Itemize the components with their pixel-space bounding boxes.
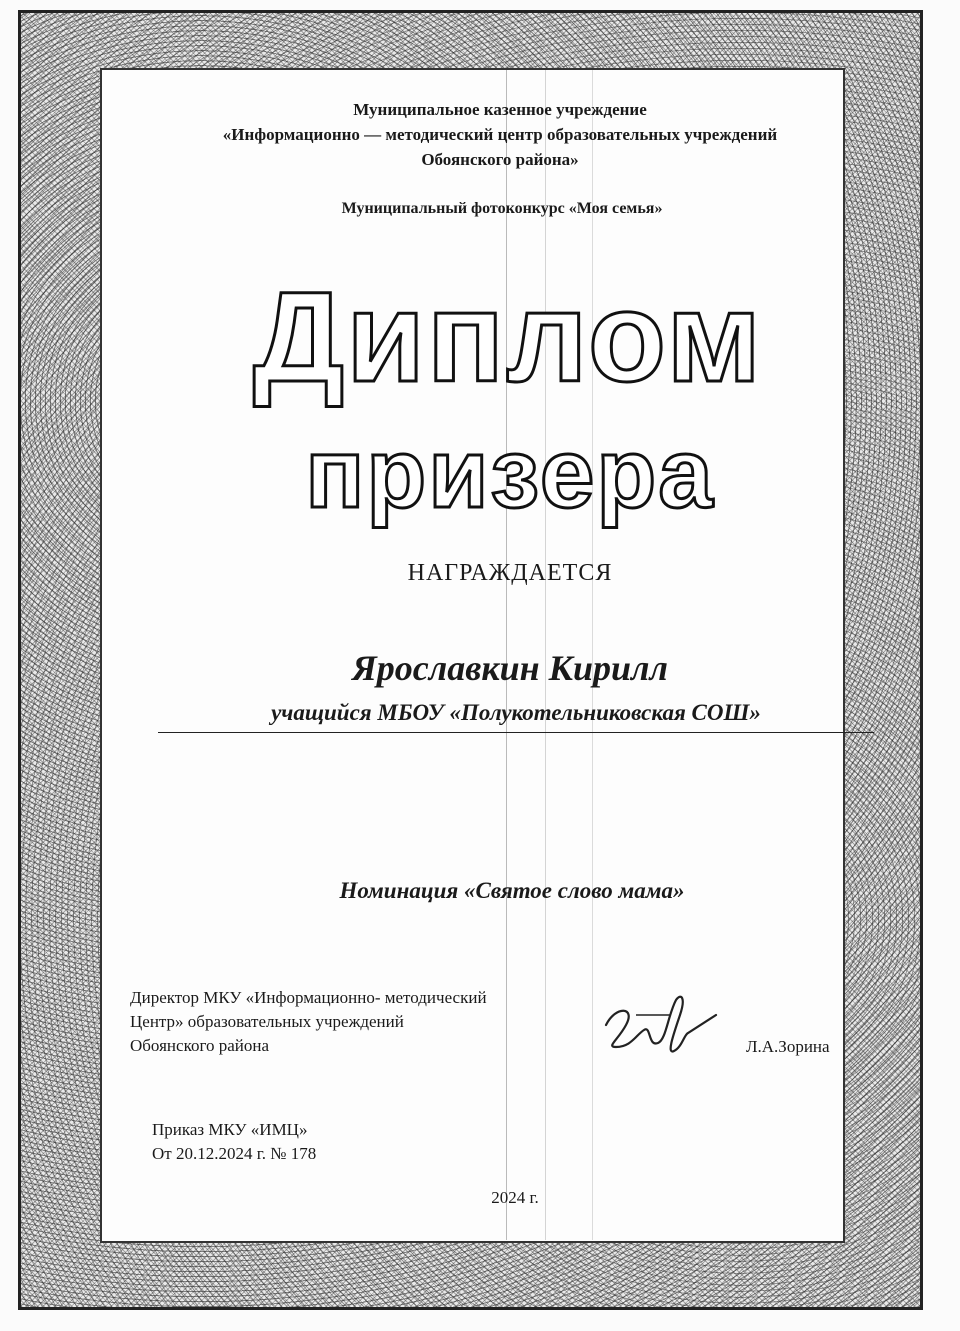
signatory-name: Л.А.Зорина — [746, 1037, 830, 1056]
signatory-line-2: Центр» образовательных учреждений — [130, 1012, 404, 1031]
issue-year: 2024 г. — [491, 1188, 539, 1207]
org-line-2: «Информационно — методический центр образовательных учреждений — [222, 125, 778, 144]
diploma-title: Диплом — [253, 266, 763, 409]
recipient-underline — [158, 732, 874, 733]
signature — [596, 985, 726, 1065]
signatory-line-1: Директор МКУ «Информационно- методический — [130, 988, 487, 1007]
org-line-1: Муниципальное казенное учреждение — [353, 100, 647, 119]
order-line-2: От 20.12.2024 г. № 178 — [152, 1144, 317, 1163]
org-line-3: Обоянского района» — [421, 150, 579, 169]
signatory-title — [130, 986, 487, 1058]
awarded-label: НАГРАЖДАЕТСЯ — [407, 560, 613, 586]
nomination: Номинация «Святое слово мама» — [339, 878, 685, 903]
recipient-name: Ярославкин Кирилл — [351, 648, 668, 688]
order-line-1: Приказ МКУ «ИМЦ» — [152, 1120, 308, 1139]
signatory-line-3: Обоянского района — [130, 1036, 270, 1055]
diploma-subtitle: призера — [305, 418, 715, 528]
recipient-description: учащийся МБОУ «Полукотельниковская СОШ» — [271, 700, 761, 725]
contest-name: Муниципальный фотоконкурс «Моя семья» — [341, 200, 663, 217]
order-block — [152, 1118, 316, 1166]
